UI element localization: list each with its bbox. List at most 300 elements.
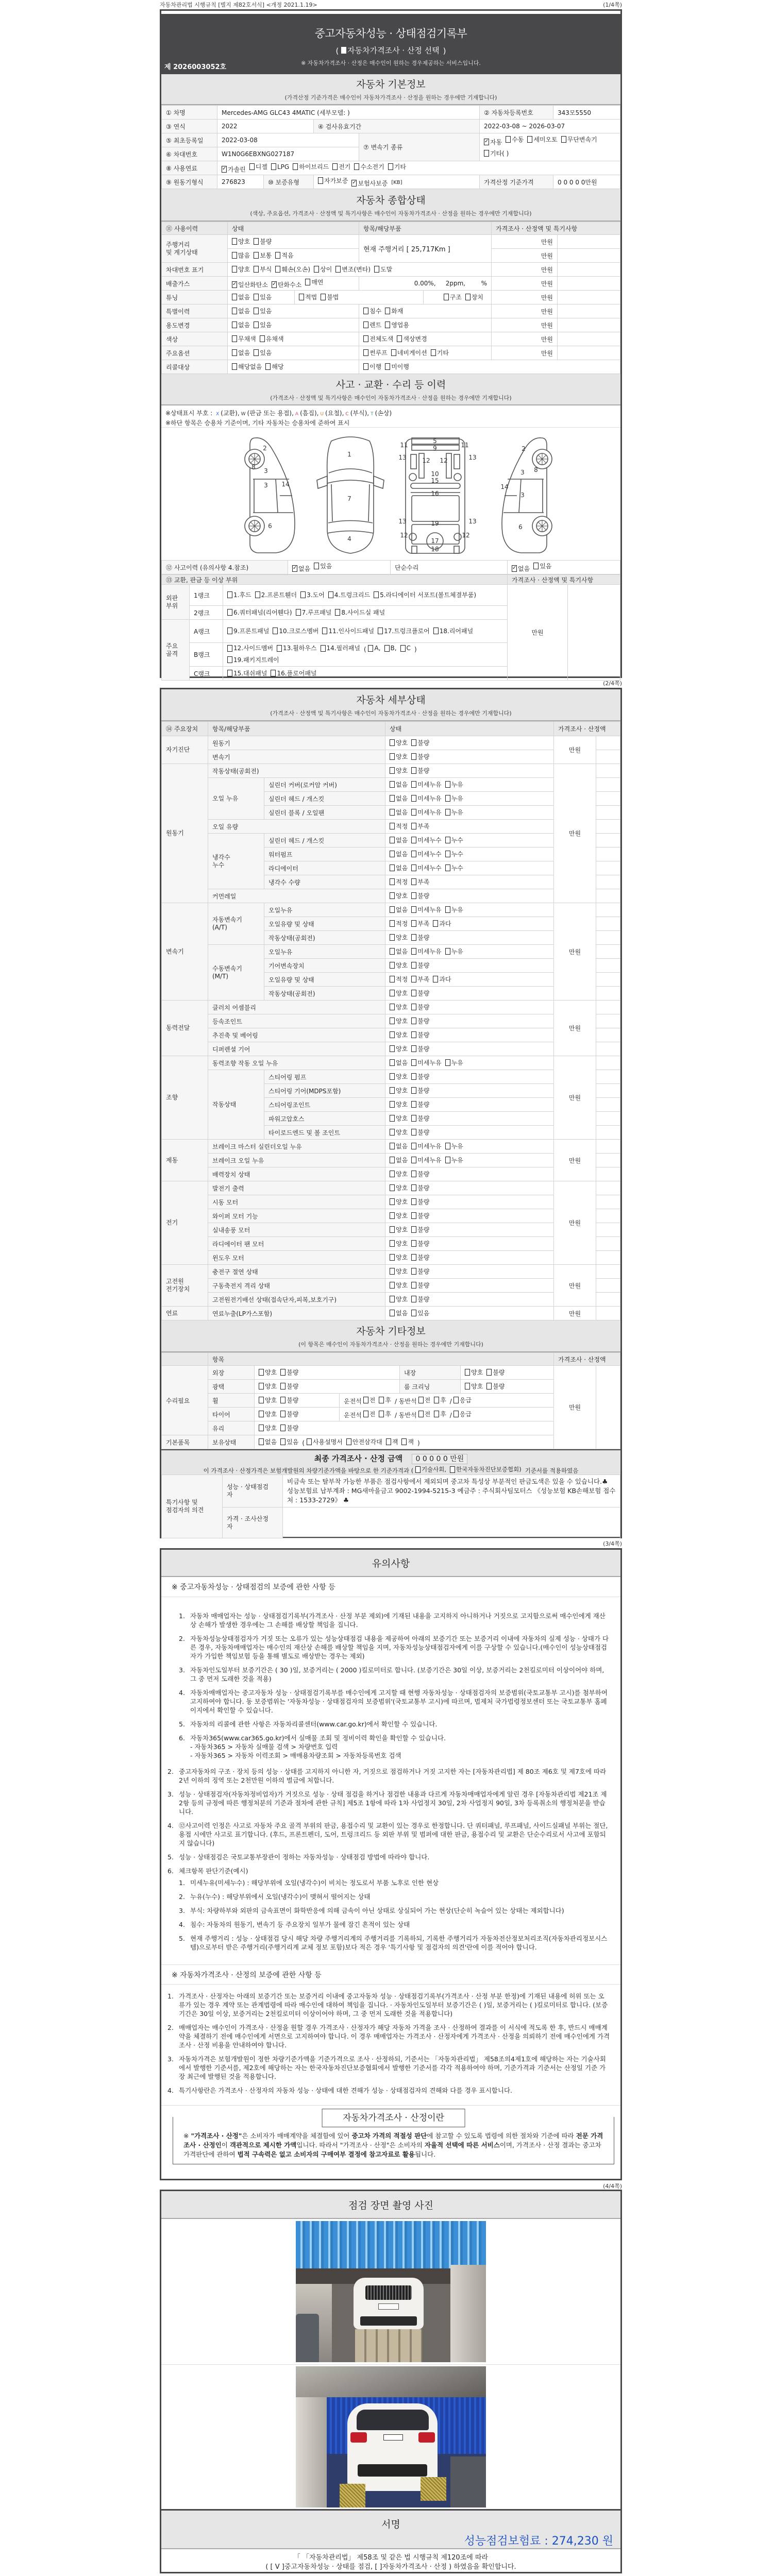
checkbox-option[interactable] [411,1211,429,1220]
checkbox-option[interactable] [322,626,374,635]
checkbox-label: 누수 [451,837,463,844]
section-title: 사고 · 교환 · 수리 등 이력 [335,379,446,391]
checkbox-option[interactable] [385,320,409,329]
checkbox-option[interactable] [401,1437,414,1446]
checkbox-option[interactable] [232,251,250,260]
checkbox-option[interactable] [411,1100,429,1109]
checkbox-option[interactable] [411,1003,429,1011]
position-label: 운전석 [344,1397,362,1405]
checkbox-option[interactable] [363,1410,376,1418]
checkbox-option[interactable] [254,265,272,274]
checkbox-option[interactable] [271,163,289,171]
checkbox-option[interactable] [411,1183,429,1192]
checkbox-option[interactable] [390,738,408,747]
checkbox-option[interactable] [390,1142,408,1150]
checkbox-option[interactable] [484,148,509,159]
checkbox-option[interactable] [397,334,427,343]
checkbox-option[interactable] [561,134,597,145]
checkbox-label: 후 [440,1396,446,1404]
checkbox-label: 양호 [396,767,408,774]
checkbox-option[interactable] [390,1309,408,1317]
checkbox-option[interactable] [259,1437,277,1446]
checkbox-option[interactable] [259,1382,277,1391]
checkbox-label: 양호 [396,1296,408,1303]
checkbox-option[interactable] [390,752,408,761]
checkbox-option[interactable] [390,919,408,928]
checkbox-option[interactable] [390,1128,408,1137]
checkbox-icon [277,645,282,652]
checkbox-option[interactable] [411,1309,429,1317]
checkbox-icon [390,795,395,802]
note-item [179,1612,610,1629]
note-body: 자동차가격은 보험개발원이 정한 차량기준가액을 기준가격으로 조사 · 산정하되, 기준서는 「자동차관리법」 제58조의4제1호에 해당하는 자는 기술사회에서 발행한 기준서를, 제2호에 해당하는 자는 한국자동차진단보증협회에서 발행한 기준서를 각각 적용하여야 하며, 기준가격과 기준서는 산정일 기준 가장 최근에 발행된 것을 적용합니다. [179,2055,606,2080]
checkbox-option[interactable] [232,237,250,246]
checkbox-option[interactable] [390,1197,408,1206]
checkbox-option[interactable] [368,643,380,653]
checkbox-icon [374,591,379,598]
checkbox-icon [390,1018,395,1024]
checkbox-option[interactable] [363,307,381,315]
checkbox-option[interactable] [388,162,406,171]
remark-cell [596,1140,620,1154]
checkbox-label: 불량 [417,1031,430,1039]
checkbox-option[interactable] [265,362,283,371]
checkbox-option[interactable] [418,1410,431,1418]
checkbox-option[interactable] [260,334,284,343]
checkbox-option[interactable] [232,307,250,315]
group-label: 조향 [162,1056,208,1140]
checkbox-option[interactable] [390,1114,408,1123]
price-unit: 만원 [554,1181,596,1265]
checkbox-option[interactable] [390,1239,408,1248]
checkbox-option[interactable] [390,905,408,914]
checkbox-option[interactable] [390,794,408,803]
checkbox-option[interactable] [445,863,463,872]
checkbox-label: 불량 [417,1101,430,1108]
checkbox-option[interactable] [314,265,332,274]
checkbox-label: 부족 [417,920,430,927]
note-body: 자동차성능상태점검자가 거짓 또는 오류가 있는 성능상태점검 내용을 제공하여 아래의 보증기간 또는 보증거리 이내에 자동차의 실제 성능 · 상태가 다른 경우, 자동차매매업자는 매수인의 재산상 손해를 배상할 책임을 지며, 자동차성능상태점검자에게 이를 구상할 수 있습니다.(매수인이 성능상태점검자가 가입한 책임보험 등을 통해 별도로 배상받는 경우는 제외) [190,1635,609,1660]
table-row [162,1181,620,1195]
checkbox-option[interactable] [418,1396,431,1404]
checkbox-option[interactable] [411,1267,429,1276]
checkbox-option[interactable] [411,1072,429,1081]
checkbox-option[interactable] [300,590,325,599]
remark-cell [596,792,620,806]
checkbox-option[interactable] [222,165,246,174]
checkbox-option[interactable] [411,1295,429,1303]
checkbox-option[interactable] [411,1128,429,1137]
checkbox-option[interactable] [486,1368,505,1377]
checkbox-option[interactable] [390,1295,408,1303]
checkbox-group [228,263,492,277]
checkbox-option[interactable] [411,1044,429,1053]
checkbox-option[interactable] [254,251,272,260]
checkbox-option[interactable] [431,348,449,357]
checkbox-option[interactable] [390,1170,408,1178]
checkbox-option[interactable] [411,919,429,928]
checkbox-option[interactable] [411,961,429,970]
checkbox-option[interactable] [227,590,251,599]
checkbox-option[interactable] [254,307,272,315]
checkbox-option[interactable] [445,794,463,803]
checkbox-icon [486,1369,492,1376]
page-3 [160,1548,622,2180]
checkbox-option[interactable] [227,669,267,677]
checkbox-option[interactable] [445,808,463,817]
checkbox-icon [321,294,326,300]
checkbox-option[interactable] [280,1396,298,1404]
checkbox-option[interactable] [506,134,524,145]
checkbox-option[interactable] [254,320,272,329]
checkbox-option[interactable] [335,265,371,274]
checkbox-option[interactable] [390,1225,408,1234]
checkbox-option[interactable] [390,863,408,872]
checkbox-option[interactable] [390,1072,408,1081]
checkbox-option[interactable] [411,975,429,984]
checkbox-icon [390,1059,395,1066]
insurer: [KB] [391,180,402,185]
checkbox-option[interactable] [273,626,318,635]
item-label: 등속조인트 [208,1014,385,1028]
checkbox-option[interactable] [227,626,269,635]
status-options [385,806,554,820]
checkbox-option[interactable] [390,1253,408,1262]
checkbox-option[interactable] [390,780,408,789]
checkbox-option[interactable] [227,608,292,617]
checkbox-option[interactable] [390,1100,408,1109]
checkbox-option[interactable] [411,808,441,817]
checkbox-option[interactable] [379,1410,391,1418]
checkbox-label: 불량 [287,1383,299,1390]
checkbox-option[interactable] [465,1368,483,1377]
checkbox-option[interactable] [232,320,250,329]
checkbox-option[interactable] [354,162,384,171]
checkbox-option[interactable] [411,752,429,761]
item-label: 브레이크 마스터 실린더오일 누유 [208,1140,385,1154]
checkbox-icon [363,335,368,342]
checkbox-option[interactable] [390,1030,408,1039]
checkbox-option[interactable] [374,590,476,599]
checkbox-option[interactable] [390,808,408,817]
checkbox-option[interactable] [527,134,557,145]
checkbox-option[interactable] [254,293,272,301]
inspection-photo-rear[interactable] [296,2366,486,2507]
checkbox-option[interactable] [232,293,250,301]
checkbox-option[interactable] [445,1058,463,1067]
checkbox-option[interactable] [296,608,332,617]
checkbox-option[interactable] [275,251,293,260]
checkbox-option[interactable] [227,643,273,653]
checkbox-option[interactable] [433,626,473,635]
checkbox-option[interactable] [259,1423,277,1432]
checkbox-option[interactable] [232,265,250,274]
checkbox-option[interactable] [390,989,408,997]
checkbox-option[interactable] [249,162,267,171]
checkbox-option[interactable] [275,265,310,274]
checkbox-option[interactable] [307,1437,343,1446]
checkbox-option[interactable] [411,877,429,886]
checkbox-label: 양호 [396,1282,408,1289]
checkbox-option[interactable] [385,307,403,315]
status-options [385,861,554,875]
checkbox-option[interactable] [277,643,316,653]
remark-cell [596,959,620,973]
note-text [190,1906,610,1915]
confirmation-statement [161,2549,620,2572]
checkbox-option[interactable] [411,1197,429,1206]
checkbox-option[interactable] [445,905,463,914]
checkbox-option[interactable] [411,738,429,747]
info-segment: 전문 가격조사 · 산정인 [183,2132,603,2149]
checkbox-option[interactable] [411,850,441,858]
checkbox-option[interactable] [444,293,462,301]
group-label: 동력전달 [162,1001,208,1056]
checkbox-label: 9.프론트패널 [233,628,270,635]
checkbox-option[interactable] [390,1058,408,1067]
table-row [162,1195,620,1209]
checkbox-option[interactable] [321,643,360,653]
checkbox-option[interactable] [254,348,272,357]
checkbox-icon [390,878,395,885]
checkbox-option[interactable] [390,933,408,942]
checkbox-option[interactable] [351,179,388,188]
checkbox-option[interactable] [390,1281,408,1290]
checkbox-option[interactable] [341,45,439,56]
checkbox-option[interactable] [318,176,348,185]
checkbox-option[interactable] [434,1410,446,1418]
checkbox-option[interactable] [484,137,502,148]
checkbox-option[interactable] [465,1382,483,1391]
note-item [179,1892,610,1901]
checkbox-option[interactable] [390,947,408,956]
checkbox-option[interactable] [259,1368,277,1377]
item-label: 연료누출(LP가스포함) [208,1307,385,1320]
checkbox-icon [254,349,259,356]
checkbox-option[interactable] [411,1142,441,1150]
checkbox-option[interactable] [390,1016,408,1025]
checkbox-option[interactable] [533,562,551,570]
checkbox-option[interactable] [512,564,530,573]
checkbox-option[interactable] [390,1156,408,1164]
checkbox-option[interactable] [232,348,250,357]
checkbox-group [359,332,492,346]
checkbox-option[interactable] [433,919,451,928]
checkbox-label: 불량 [417,934,430,941]
checkbox-option[interactable] [411,891,429,900]
checkbox-option[interactable] [280,1410,298,1418]
checkbox-option[interactable] [346,1437,382,1446]
checkbox-label: 4.트렁크리드 [334,591,371,599]
note-text [179,2023,610,2049]
checkbox-label: 미세누유 [417,781,442,788]
checkbox-option[interactable] [390,961,408,970]
checkbox-option[interactable] [445,1156,463,1164]
remark-cell [596,1084,620,1098]
checkbox-option[interactable] [411,1239,429,1248]
inspection-photo-front[interactable] [296,2221,486,2362]
checkbox-option[interactable] [384,643,397,653]
checkbox-option[interactable] [390,1267,408,1276]
item-label: 원동기 [208,736,385,750]
checkbox-option[interactable] [390,1044,408,1053]
checkbox-option[interactable] [259,1410,277,1418]
checkbox-option[interactable] [227,655,279,665]
checkbox-option[interactable] [390,822,408,831]
checkbox-option[interactable] [411,989,429,997]
checkbox-option[interactable] [390,975,408,984]
checkbox-option[interactable] [314,562,332,570]
checkbox-option[interactable] [445,780,463,789]
checkbox-option[interactable] [363,1396,376,1404]
checkbox-icon [465,1369,470,1376]
checkbox-option[interactable] [411,1281,429,1290]
checkbox-option[interactable] [378,626,430,635]
checkbox-icon [390,990,395,996]
checkbox-option[interactable] [363,362,381,371]
part-number-label: 15 [431,477,439,484]
checkbox-option[interactable] [272,280,301,289]
checkbox-option[interactable] [280,1382,298,1391]
item-label: 배력장치 상태 [208,1167,385,1181]
checkbox-label: 적정 [396,823,408,830]
checkbox-option[interactable] [232,362,262,371]
checkbox-option[interactable] [465,293,483,301]
checkbox-icon [259,1369,264,1376]
checkbox-option[interactable] [434,1396,446,1404]
checkbox-icon [411,1045,416,1052]
checkbox-option[interactable] [411,1156,441,1164]
checkbox-option[interactable] [305,278,323,286]
checkbox-option[interactable] [321,293,339,301]
checkbox-option[interactable] [254,237,272,246]
checkbox-option[interactable] [335,608,385,617]
checkbox-option[interactable] [411,1058,441,1067]
checkbox-option[interactable] [259,1396,277,1404]
checkbox-option[interactable] [453,1396,472,1404]
checkbox-option[interactable] [374,265,392,274]
checkbox-option[interactable] [445,850,463,858]
checkbox-option[interactable] [391,348,427,357]
checkbox-option[interactable] [332,162,350,171]
checkbox-option[interactable] [280,1423,298,1432]
checkbox-option[interactable] [411,1086,429,1095]
checkbox-icon [411,1004,416,1010]
hc-value: 2ppm, [445,280,466,287]
checkbox-option[interactable] [292,564,310,573]
checkbox-option[interactable] [363,334,393,343]
checkbox-option[interactable] [232,280,268,289]
checkbox-option[interactable] [445,836,463,844]
checkbox-option[interactable] [411,1016,429,1025]
checkbox-label: 적음 [281,252,294,259]
opinion-table [161,1475,620,1538]
checkbox-label: 누유 [451,1059,463,1066]
checkbox-option[interactable] [385,362,409,371]
checkbox-icon [259,1438,264,1445]
checkbox-option[interactable] [390,1086,408,1095]
note-text [179,1853,610,1861]
checkbox-label: B, [390,645,397,652]
checkbox-option[interactable] [411,905,441,914]
remark-cell [596,820,620,834]
checkbox-option[interactable] [232,334,256,343]
status-options [385,1209,554,1223]
status-symbol: C [345,412,349,417]
paren: ( [363,646,366,653]
checkbox-option[interactable] [411,863,441,872]
checkbox-icon [390,781,395,788]
item-label: 윈도우 모터 [208,1251,385,1265]
checkbox-option[interactable] [453,1410,472,1418]
checkbox-option[interactable] [280,1368,298,1377]
checkbox-option[interactable] [363,320,381,329]
checkbox-option[interactable] [411,1253,429,1262]
checkbox-option[interactable] [280,1437,298,1446]
remark-cell [558,249,620,263]
checkbox-label: 13.휠하우스 [283,645,317,652]
table-row [162,1070,620,1084]
checkbox-label: 양호 [396,1004,408,1011]
document-number: 제 2026003052호 [164,63,227,71]
checkbox-option[interactable] [411,1225,429,1234]
checkbox-option[interactable] [328,590,370,599]
checkbox-option[interactable] [411,836,441,844]
checkbox-option[interactable] [271,669,316,677]
checkbox-label: 양호 [396,1101,408,1108]
checkbox-option[interactable] [433,975,451,984]
checkbox-option[interactable] [411,1170,429,1178]
note-number: 2. [179,1635,185,1642]
checkbox-option[interactable] [411,947,441,956]
checkbox-option[interactable] [445,947,463,956]
part-number-label: 4 [347,535,351,543]
checkbox-option[interactable] [411,766,429,775]
mileage-value: 현재 주행거리 [ 25,717Km ] [359,235,492,263]
checkbox-icon [400,645,406,652]
checkbox-option[interactable] [386,1437,398,1446]
checkbox-option[interactable] [411,933,429,942]
checkbox-option[interactable] [411,794,441,803]
checkbox-option[interactable] [390,891,408,900]
checkbox-option[interactable] [411,1114,429,1123]
checkbox-option[interactable] [390,1183,408,1192]
checkbox-label: 적정 [396,976,408,983]
section-title: 유의사항 [372,1558,410,1569]
checkbox-option[interactable] [390,1211,408,1220]
checkbox-option[interactable] [390,877,408,886]
checkbox-option[interactable] [445,1142,463,1150]
checkbox-option[interactable] [293,162,329,171]
checkbox-option[interactable] [363,348,388,357]
price-unit: 만원 [554,1001,596,1056]
checkbox-option[interactable] [299,293,317,301]
checkbox-option[interactable] [411,822,429,831]
checkbox-option[interactable] [255,590,297,599]
checkbox-option[interactable] [450,1465,522,1473]
checkbox-option[interactable] [411,780,441,789]
checkbox-option[interactable] [415,1465,446,1473]
checkbox-option[interactable] [379,1396,391,1404]
checkbox-option[interactable] [400,643,411,653]
checkbox-option[interactable] [411,1030,429,1039]
checkbox-option[interactable] [390,850,408,858]
item-label: 추진축 및 베어링 [208,1028,385,1042]
checkbox-option[interactable] [390,766,408,775]
checkbox-option[interactable] [390,836,408,844]
checkbox-option[interactable] [390,1003,408,1011]
checkbox-option[interactable] [486,1382,505,1391]
